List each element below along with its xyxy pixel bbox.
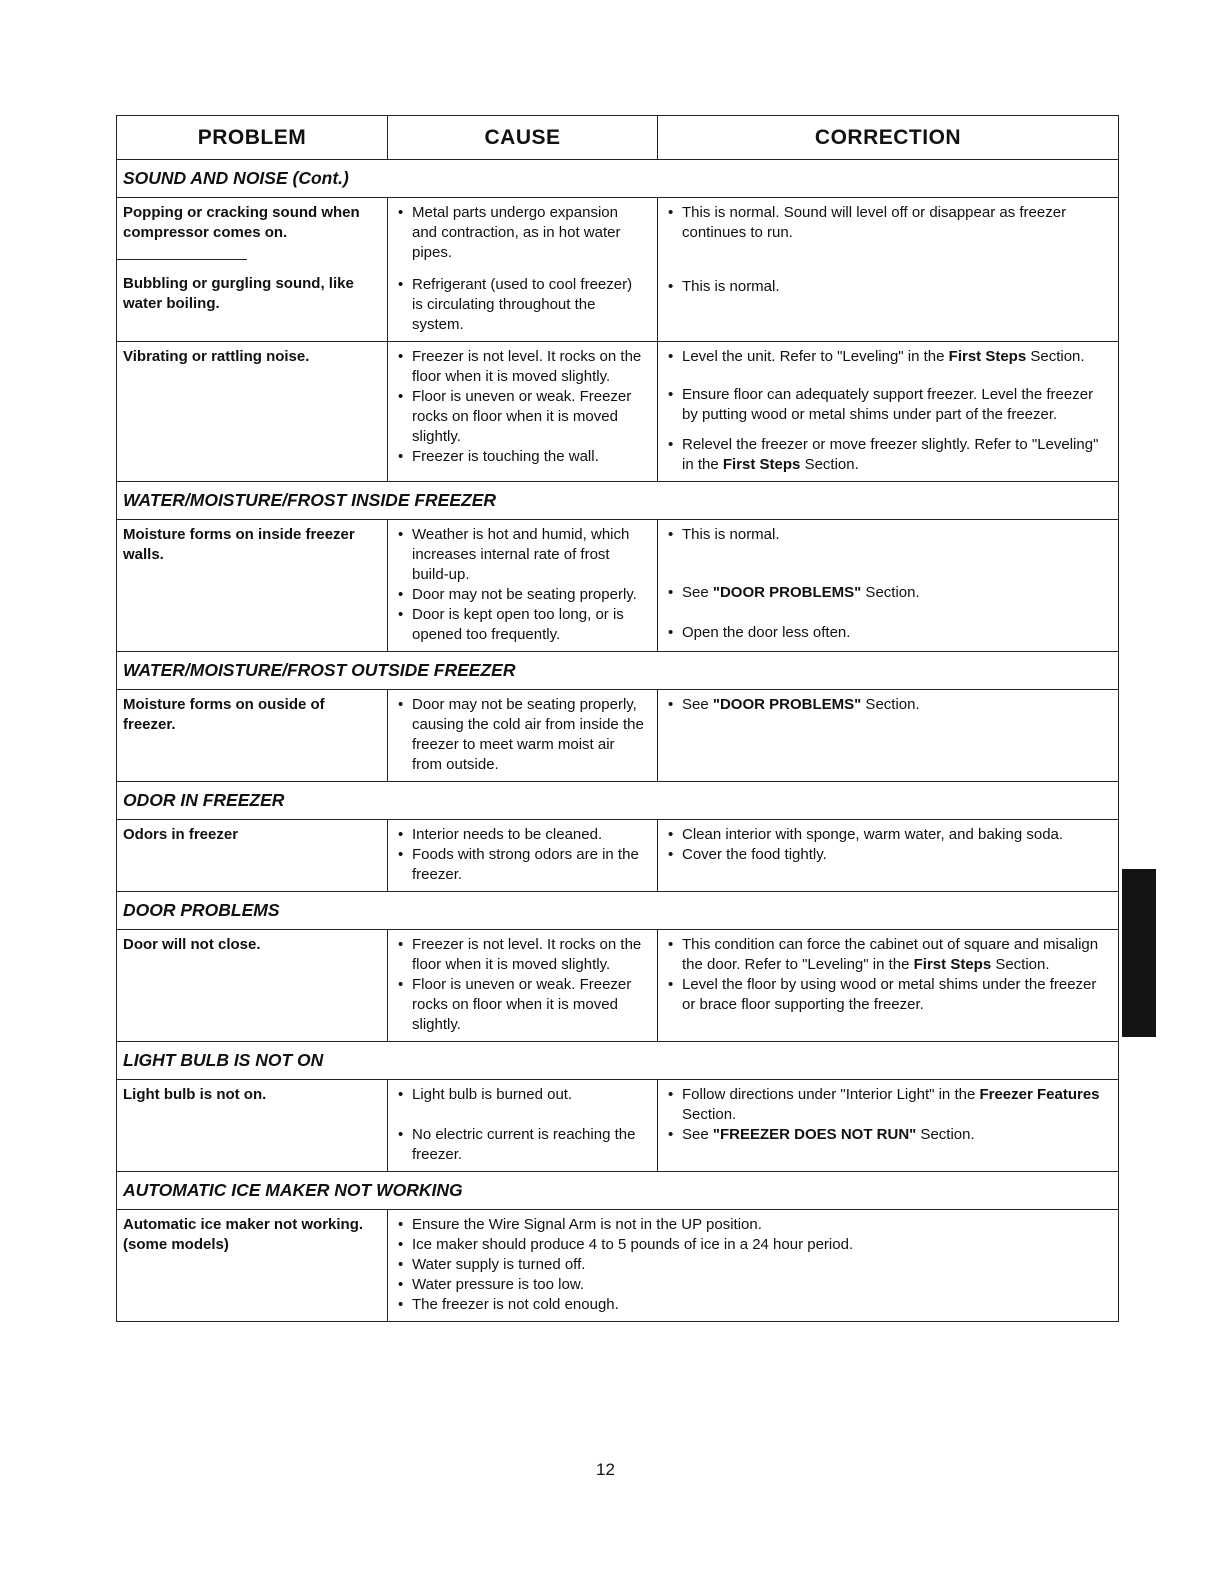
cause-item [398, 845, 647, 885]
cause-item [398, 935, 647, 975]
correction-item-text: Ensure floor can adequately support freezer. Level the freezer by putting wood or metal shims under part of the freezer. [682, 386, 1094, 423]
correction-cell [657, 690, 1118, 781]
cause-cell [387, 690, 657, 781]
cause-item-text: The freezer is not cold enough. [412, 1296, 619, 1313]
problem-cell [117, 820, 387, 891]
bullet-icon: • [668, 696, 674, 713]
problem-text: Popping or cracking sound when compressor comes on. [123, 204, 360, 241]
cause-item [398, 1275, 1108, 1295]
bold-reference: First Steps [948, 348, 1027, 365]
problem-text: Door will not close. [123, 936, 261, 953]
cause-item-text: Metal parts undergo expansion and contraction, as in hot water pipes. [412, 204, 621, 261]
correction-item [668, 623, 1108, 643]
cause-cell [387, 342, 657, 481]
correction-cell [657, 520, 1118, 651]
correction-item-text: This is normal. [682, 278, 780, 295]
bullet-icon: • [668, 526, 674, 543]
bullet-icon: • [398, 936, 404, 953]
table-row [117, 198, 1118, 342]
correction-item [668, 277, 1108, 297]
cause-item [398, 825, 647, 845]
bold-reference: First Steps [913, 956, 992, 973]
cause-header: CAUSE [387, 116, 657, 159]
bullet-icon: • [398, 846, 404, 863]
bullet-icon: • [398, 1216, 404, 1233]
bullet-icon: • [398, 388, 404, 405]
bullet-icon: • [398, 826, 404, 843]
cause-item-text: Door may not be seating properly. [412, 586, 637, 603]
bullet-icon: • [398, 696, 404, 713]
section-title: WATER/MOISTURE/FROST OUTSIDE FREEZER [117, 652, 1118, 690]
cause-item-text: Floor is uneven or weak. Freezer rocks on floor when it is moved slightly. [412, 388, 632, 445]
bold-reference: Freezer Features [979, 1086, 1100, 1103]
section-title: WATER/MOISTURE/FROST INSIDE FREEZER [117, 482, 1118, 520]
table-row [117, 1080, 1118, 1172]
correction-item-text: Follow directions under "Interior Light" in the Freezer Features Section. [682, 1086, 1100, 1123]
table-row [117, 820, 1118, 892]
bold-reference: "DOOR PROBLEMS" [712, 584, 862, 601]
problem-cell [117, 520, 387, 651]
bullet-icon: • [398, 204, 404, 221]
correction-cell [657, 820, 1118, 891]
section-tab-marker [1122, 869, 1156, 1037]
bullet-icon: • [668, 1126, 674, 1143]
bullet-icon: • [398, 1126, 404, 1143]
problem-text: Automatic ice maker not working. (some models) [123, 1216, 364, 1253]
problem-text: Moisture forms on inside freezer walls. [123, 526, 355, 563]
bullet-icon: • [398, 586, 404, 603]
cause-item [398, 1235, 1108, 1255]
correction-item-text: Cover the food tightly. [682, 846, 827, 863]
problem-cell [117, 1210, 387, 1321]
cause-item-text: No electric current is reaching the freezer. [412, 1126, 636, 1163]
bullet-icon: • [398, 1296, 404, 1313]
cause-item [398, 203, 647, 263]
cause-cell [387, 930, 657, 1041]
cause-item [398, 347, 647, 387]
bullet-icon: • [668, 436, 674, 453]
section-title: DOOR PROBLEMS [117, 892, 1118, 930]
cause-item-text: Ensure the Wire Signal Arm is not in the UP position. [412, 1216, 762, 1233]
cause-item [398, 975, 647, 1035]
bullet-icon: • [668, 624, 674, 641]
table-row [117, 520, 1118, 652]
cause-item-text: Door is kept open too long, or is opened too frequently. [412, 606, 624, 643]
problem-cell [117, 1080, 387, 1171]
correction-cell [657, 930, 1118, 1041]
correction-item-text: Clean interior with sponge, warm water, and baking soda. [682, 826, 1064, 843]
table-row [117, 1210, 1118, 1321]
bullet-icon: • [398, 1236, 404, 1253]
cause-cell [387, 1080, 657, 1171]
cause-item-text: Weather is hot and humid, which increases internal rate of frost build-up. [412, 526, 630, 583]
bullet-icon: • [668, 584, 674, 601]
bullet-icon: • [668, 826, 674, 843]
cause-item [398, 605, 647, 645]
bullet-icon: • [668, 936, 674, 953]
cause-item [398, 1125, 647, 1165]
bullet-icon: • [668, 386, 674, 403]
correction-item-text: This is normal. Sound will level off or disappear as freezer continues to run. [682, 204, 1067, 241]
bullet-icon: • [668, 1086, 674, 1103]
cause-item-text: Floor is uneven or weak. Freezer rocks on floor when it is moved slightly. [412, 976, 632, 1033]
cause-item [398, 1255, 1108, 1275]
cause-item [398, 1215, 1108, 1235]
problem-cell [117, 198, 387, 341]
correction-item [668, 203, 1108, 243]
cause-item [398, 275, 647, 335]
bullet-icon: • [398, 448, 404, 465]
table-header [117, 116, 1118, 160]
correction-item [668, 975, 1108, 1015]
correction-item-text: See "FREEZER DOES NOT RUN" Section. [682, 1126, 975, 1143]
problem-cell [117, 342, 387, 481]
correction-item-text: See "DOOR PROBLEMS" Section. [682, 696, 920, 713]
bullet-icon: • [398, 606, 404, 623]
cause-cell [387, 820, 657, 891]
correction-item [668, 583, 1108, 603]
correction-item [668, 1125, 1108, 1145]
bullet-icon: • [668, 846, 674, 863]
correction-item [668, 385, 1108, 425]
correction-cell [657, 198, 1118, 341]
cause-item-text: Foods with strong odors are in the freezer. [412, 846, 639, 883]
bullet-icon: • [398, 276, 404, 293]
table-row [117, 930, 1118, 1042]
bullet-icon: • [668, 348, 674, 365]
correction-cell [657, 1080, 1118, 1171]
correction-item [668, 525, 1108, 545]
problem-cell [117, 930, 387, 1041]
correction-item [668, 435, 1108, 475]
bullet-icon: • [398, 348, 404, 365]
bullet-icon: • [668, 204, 674, 221]
cause-cell [387, 198, 657, 341]
bold-reference: "DOOR PROBLEMS" [712, 696, 862, 713]
section-title: AUTOMATIC ICE MAKER NOT WORKING [117, 1172, 1118, 1210]
correction-item-text: This is normal. [682, 526, 780, 543]
cause-item-text: Freezer is touching the wall. [412, 448, 599, 465]
correction-item [668, 347, 1108, 367]
bold-reference: First Steps [722, 456, 801, 473]
cause-item-text: Ice maker should produce 4 to 5 pounds of ice in a 24 hour period. [412, 1236, 854, 1253]
cause-item-text: Interior needs to be cleaned. [412, 826, 603, 843]
cause-item [398, 585, 647, 605]
correction-item-text: This condition can force the cabinet out of square and misalign the door. Refer to "Leveling" in the First Steps Section. [682, 936, 1099, 973]
cause-item [398, 1085, 647, 1105]
problem-divider [117, 259, 247, 260]
bullet-icon: • [668, 278, 674, 295]
cause-item-text: Freezer is not level. It rocks on the floor when it is moved slightly. [412, 348, 642, 385]
correction-item [668, 825, 1108, 845]
cause-cell [387, 520, 657, 651]
section-title: LIGHT BULB IS NOT ON [117, 1042, 1118, 1080]
bullet-icon: • [668, 976, 674, 993]
table-row [117, 690, 1118, 782]
problem-text: Odors in freezer [123, 826, 239, 843]
bullet-icon: • [398, 1256, 404, 1273]
section-title: SOUND AND NOISE (Cont.) [117, 160, 1118, 198]
correction-item-text: Level the unit. Refer to "Leveling" in the First Steps Section. [682, 348, 1085, 365]
correction-item-text: Relevel the freezer or move freezer slightly. Refer to "Leveling" in the First Steps Section. [682, 436, 1099, 473]
cause-item [398, 525, 647, 585]
correction-item-text: Open the door less often. [682, 624, 851, 641]
cause-item [398, 387, 647, 447]
problem-text: Moisture forms on ouside of freezer. [123, 696, 325, 733]
cause-item-text: Refrigerant (used to cool freezer) is circulating throughout the system. [412, 276, 633, 333]
correction-header: CORRECTION [657, 116, 1118, 159]
table-body [117, 160, 1118, 1321]
problem-header: PROBLEM [197, 125, 307, 149]
bold-reference: "FREEZER DOES NOT RUN" [712, 1126, 917, 1143]
problem-text: Bubbling or gurgling sound, like water boiling. [123, 275, 354, 312]
correction-cell [657, 342, 1118, 481]
problem-text: Light bulb is not on. [123, 1086, 267, 1103]
cause-item-text: Water pressure is too low. [412, 1276, 585, 1293]
correction-item-text: See "DOOR PROBLEMS" Section. [682, 584, 920, 601]
cause-correction-cell [387, 1210, 1118, 1321]
section-title: ODOR IN FREEZER [117, 782, 1118, 820]
cause-item [398, 1295, 1108, 1315]
correction-item [668, 845, 1108, 865]
bullet-icon: • [398, 1086, 404, 1103]
correction-item [668, 935, 1108, 975]
cause-item [398, 447, 647, 467]
cause-item-text: Water supply is turned off. [412, 1256, 586, 1273]
correction-item [668, 695, 1108, 715]
cause-item [398, 695, 647, 775]
table-row [117, 342, 1118, 482]
problem-text: Vibrating or rattling noise. [123, 348, 310, 365]
bullet-icon: • [398, 1276, 404, 1293]
cause-item-text: Light bulb is burned out. [412, 1086, 573, 1103]
bullet-icon: • [398, 976, 404, 993]
cause-item-text: Freezer is not level. It rocks on the floor when it is moved slightly. [412, 936, 642, 973]
troubleshooting-table [116, 115, 1119, 1322]
page-number: 12 [596, 1460, 615, 1479]
correction-item [668, 1085, 1108, 1125]
cause-item-text: Door may not be seating properly, causing the cold air from inside the freezer to meet warm moist air from outside. [412, 696, 644, 773]
bullet-icon: • [398, 526, 404, 543]
problem-cell [117, 690, 387, 781]
correction-item-text: Level the floor by using wood or metal shims under the freezer or brace floor supporting the freezer. [682, 976, 1097, 1013]
